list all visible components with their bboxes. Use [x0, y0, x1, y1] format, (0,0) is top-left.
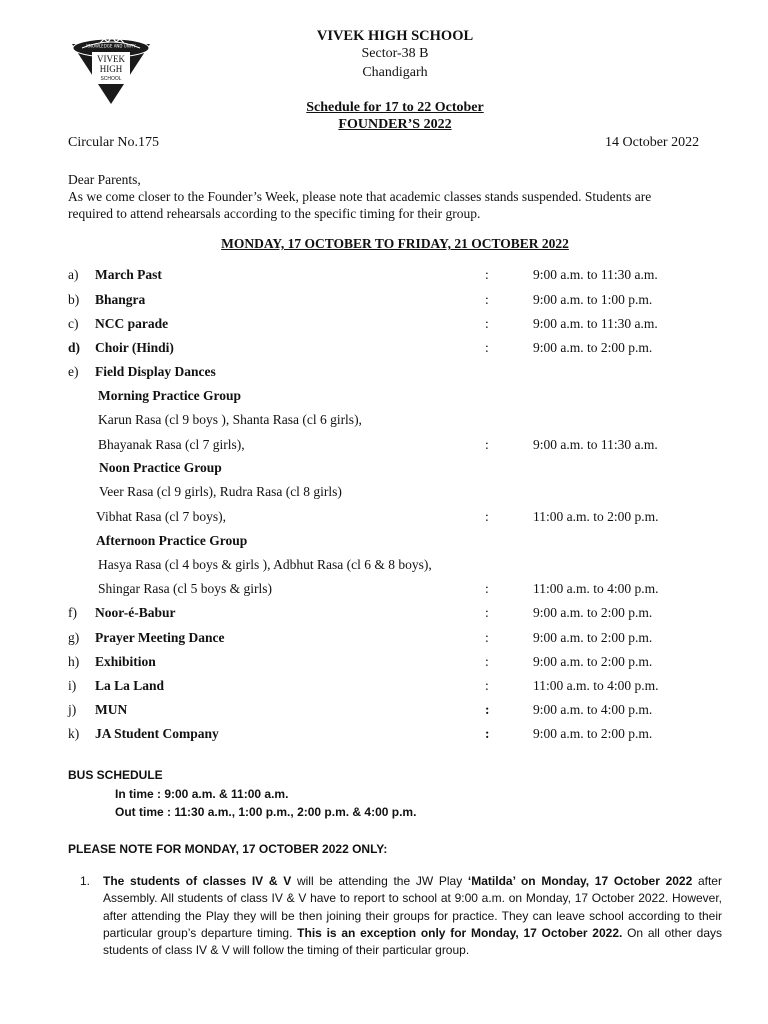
- note-text-part: after Assembly. All students of class IV & V have to report to school at 9:00 a.m. on Monday, 17 October 2022. However, after attending the Play they will be then joining their groups for practice. They can leave school according to their particular group’s departure timing.: [103, 874, 722, 940]
- row-name: La La Land: [95, 678, 165, 693]
- row-letter: g): [68, 630, 80, 645]
- founders-title: FOUNDER’S 2022: [338, 117, 452, 132]
- row-time: 11:00 a.m. to 4:00 p.m.: [533, 581, 659, 596]
- row-letter: k): [68, 726, 80, 741]
- group-heading: Afternoon Practice Group: [96, 533, 248, 548]
- schedule-row: [68, 702, 708, 722]
- circular-number: Circular No.175: [68, 135, 159, 150]
- row-separator: :: [485, 267, 489, 282]
- schedule-row: [68, 557, 708, 577]
- row-separator: :: [485, 581, 489, 596]
- row-name: Field Display Dances: [95, 364, 216, 379]
- note-bold-play: ‘Matilda’ on Monday, 17 October 2022: [467, 874, 693, 888]
- row-separator: :: [485, 340, 489, 355]
- row-name: Choir (Hindi): [95, 340, 174, 355]
- row-time: 9:00 a.m. to 11:30 a.m.: [533, 267, 658, 282]
- row-time: 9:00 a.m. to 2:00 p.m.: [533, 605, 653, 620]
- row-letter: c): [68, 316, 79, 331]
- schedule-row: [68, 654, 708, 674]
- row-time: 9:00 a.m. to 11:30 a.m.: [533, 437, 658, 452]
- row-name: Hasya Rasa (cl 4 boys & girls ), Adbhut Rasa (cl 6 & 8 boys),: [98, 557, 432, 572]
- note-text-part: On all other days students of class IV & V will follow the timing of their particular group.: [103, 925, 723, 958]
- row-name: Prayer Meeting Dance: [95, 630, 225, 645]
- row-name: MUN: [95, 702, 128, 717]
- schedule-row: [68, 364, 708, 384]
- logo-text-school: SCHOOL: [100, 76, 122, 82]
- row-separator: :: [485, 726, 490, 741]
- row-letter: b): [68, 292, 80, 307]
- section-heading: MONDAY, 17 OCTOBER TO FRIDAY, 21 OCTOBER 2022: [221, 236, 569, 251]
- schedule-row: [68, 388, 708, 408]
- row-letter: j): [68, 702, 77, 717]
- row-name: Shingar Rasa (cl 5 boys & girls): [98, 581, 272, 596]
- bus-out-time: Out time : 11:30 a.m., 1:00 p.m., 2:00 p.m. & 4:00 p.m.: [115, 805, 417, 819]
- row-letter: f): [68, 605, 77, 620]
- schedule-title: Schedule for 17 to 22 October: [306, 100, 484, 115]
- schedule-row: [68, 412, 708, 432]
- row-letter: h): [68, 654, 80, 669]
- row-time: 9:00 a.m. to 2:00 p.m.: [533, 630, 653, 645]
- row-name: JA Student Company: [95, 726, 219, 741]
- row-name: Vibhat Rasa (cl 7 boys),: [96, 509, 227, 524]
- school-name: VIVEK HIGH SCHOOL: [316, 28, 474, 44]
- circular-date: 14 October 2022: [605, 135, 700, 150]
- schedule-row: [68, 630, 708, 650]
- schedule-row: [68, 267, 708, 287]
- schedule-row: [68, 533, 708, 553]
- school-sector: Sector-38 B: [361, 46, 429, 61]
- row-separator: :: [485, 437, 489, 452]
- row-separator: :: [485, 509, 489, 524]
- row-name: Karun Rasa (cl 9 boys ), Shanta Rasa (cl 6 girls),: [98, 412, 362, 427]
- row-letter: d): [68, 340, 81, 355]
- schedule-row: [68, 340, 708, 360]
- schedule-row: [68, 726, 708, 746]
- schedule-row: [68, 678, 708, 698]
- row-time: 9:00 a.m. to 11:30 a.m.: [533, 316, 658, 331]
- school-logo: [70, 34, 152, 106]
- row-name: NCC parade: [95, 316, 169, 331]
- schedule-row: [68, 437, 708, 457]
- note-number: 1.: [80, 874, 91, 888]
- row-separator: :: [485, 316, 489, 331]
- group-heading: Morning Practice Group: [98, 388, 241, 403]
- schedule-row: [68, 484, 708, 504]
- row-letter: i): [68, 678, 77, 693]
- intro-line-2: required to attend rehearsals according to the specific timing for their group.: [68, 206, 481, 221]
- schedule-row: [68, 316, 708, 336]
- row-name: Bhangra: [95, 292, 146, 307]
- logo-text-vivek: VIVEK: [97, 54, 125, 64]
- row-separator: :: [485, 605, 489, 620]
- group-heading: Noon Practice Group: [99, 460, 222, 475]
- row-separator: :: [485, 292, 489, 307]
- bus-schedule-heading: BUS SCHEDULE: [68, 768, 163, 782]
- schedule-row: [68, 605, 708, 625]
- logo-text-high: HIGH: [99, 64, 123, 74]
- row-letter: e): [68, 364, 79, 379]
- row-time: 9:00 a.m. to 2:00 p.m.: [533, 340, 653, 355]
- row-name: Noor-é-Babur: [95, 605, 176, 620]
- row-time: 9:00 a.m. to 1:00 p.m.: [533, 292, 653, 307]
- row-separator: :: [485, 654, 489, 669]
- row-time: 9:00 a.m. to 4:00 p.m.: [533, 702, 653, 717]
- school-city: Chandigarh: [362, 65, 428, 80]
- row-separator: :: [485, 702, 490, 717]
- row-separator: :: [485, 678, 489, 693]
- note-bold-classes: The students of classes IV & V: [103, 874, 292, 888]
- logo-motto: KNOWLEDGE AND UNITY: [86, 43, 136, 49]
- row-time: 11:00 a.m. to 4:00 p.m.: [533, 678, 659, 693]
- row-letter: a): [68, 267, 79, 282]
- row-separator: :: [485, 630, 489, 645]
- row-time: 9:00 a.m. to 2:00 p.m.: [533, 654, 653, 669]
- schedule-row: [68, 292, 708, 312]
- row-name: Veer Rasa (cl 9 girls), Rudra Rasa (cl 8 girls): [99, 484, 342, 499]
- row-name: Bhayanak Rasa (cl 7 girls),: [98, 437, 245, 452]
- greeting: Dear Parents,: [68, 172, 141, 187]
- row-name: Exhibition: [95, 654, 156, 669]
- bus-in-time: In time : 9:00 a.m. & 11:00 a.m.: [115, 787, 289, 801]
- note-text-part: will be attending the JW Play: [291, 874, 468, 888]
- schedule-row: [68, 460, 708, 480]
- note-bold-exception: This is an exception only for Monday, 17 October 2022.: [297, 925, 623, 940]
- intro-line-1: As we come closer to the Founder’s Week, please note that academic classes stands suspended. Students are: [68, 189, 652, 204]
- row-time: 11:00 a.m. to 2:00 p.m.: [533, 509, 659, 524]
- schedule-row: [68, 509, 708, 529]
- row-name: March Past: [95, 267, 162, 282]
- monday-note-heading: PLEASE NOTE FOR MONDAY, 17 OCTOBER 2022 ONLY:: [68, 842, 388, 856]
- monday-note-text: [103, 873, 722, 959]
- schedule-row: [68, 581, 708, 601]
- row-time: 9:00 a.m. to 2:00 p.m.: [533, 726, 653, 741]
